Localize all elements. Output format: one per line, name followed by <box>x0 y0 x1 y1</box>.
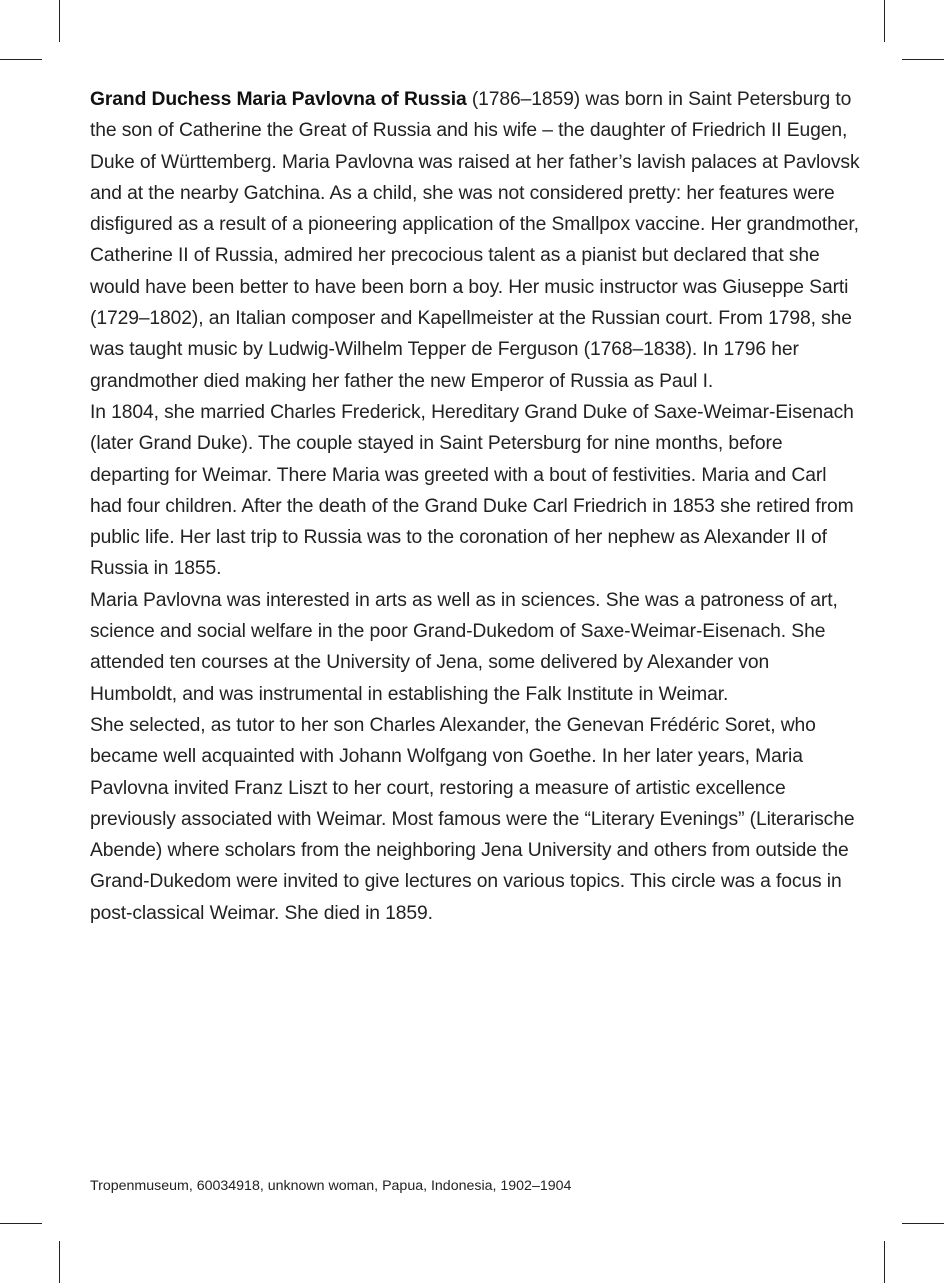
crop-mark-bottom-right <box>884 1241 885 1283</box>
paragraph-4: She selected, as tutor to her son Charles Alexander, the Genevan Frédéric Soret, who became well acquainted with Johann Wolfgang von Goethe. In her later years, Maria Pavlovna invited Franz Liszt to her court, restoring a measure of artistic excellence previously associated with Weimar. Most famous were the “Literary Evenings” (Literarische Abende) where scholars from the neighboring Jena University and others from outside the Grand-Dukedom were invited to give lectures on various topics. This circle was a focus in post-classical Weimar. She died in 1859. <box>90 714 855 924</box>
paragraph-1 <box>90 84 860 397</box>
paragraph-2: In 1804, she married Charles Frederick, Hereditary Grand Duke of Saxe-Weimar-Eisenach (later Grand Duke). The couple stayed in Saint Petersburg for nine months, before departing for Weimar. There Maria was greeted with a bout of festivities. Maria and Carl had four children. After the death of the Grand Duke Carl Friedrich in 1853 she retired from public life. Her last trip to Russia was to the coronation of her nephew as Alexander II of Russia in 1855. <box>90 401 854 580</box>
article-body <box>90 84 860 929</box>
crop-mark-bottom-left-horizontal <box>0 1223 42 1224</box>
image-credit: Tropenmuseum, 60034918, unknown woman, Papua, Indonesia, 1902–1904 <box>90 1178 572 1194</box>
subject-name: Grand Duchess Maria Pavlovna of Russia <box>90 89 467 110</box>
crop-mark-top-right <box>884 0 885 42</box>
crop-mark-bottom-left <box>59 1241 60 1283</box>
paragraph-1-text: (1786–1859) was born in Saint Petersburg to the son of Catherine the Great of Russia and his wife – the daughter of Friedrich II Eugen, Duke of Württemberg. Maria Pavlovna was raised at her father’s lavish palaces at Pavlovsk and at the nearby Gatchina. As a child, she was not considered pretty: her features were disfigured as a result of a pioneering application of the Smallpox vaccine. Her grandmother, Catherine II of Russia, admired her precocious talent as a pianist but declared that she would have been better to have been born a boy. Her music instructor was Giuseppe Sarti (1729–1802), an Italian composer and Kapellmeister at the Russian court. From 1798, she was taught music by Ludwig-Wilhelm Tepper de Ferguson (1768–1838). In 1796 her grandmother died making her father the new Emperor of Russia as Paul I. <box>90 89 860 392</box>
crop-mark-top-left-horizontal <box>0 59 42 60</box>
paragraph-3: Maria Pavlovna was interested in arts as well as in sciences. She was a patroness of art, science and social welfare in the poor Grand-Dukedom of Saxe-Weimar-Eisenach. She attended ten courses at the University of Jena, some delivered by Alexander von Humboldt, and was instrumental in establishing the Falk Institute in Weimar. <box>90 589 838 705</box>
crop-mark-bottom-right-horizontal <box>902 1223 944 1224</box>
crop-mark-top-right-horizontal <box>902 59 944 60</box>
crop-mark-top-left <box>59 0 60 42</box>
